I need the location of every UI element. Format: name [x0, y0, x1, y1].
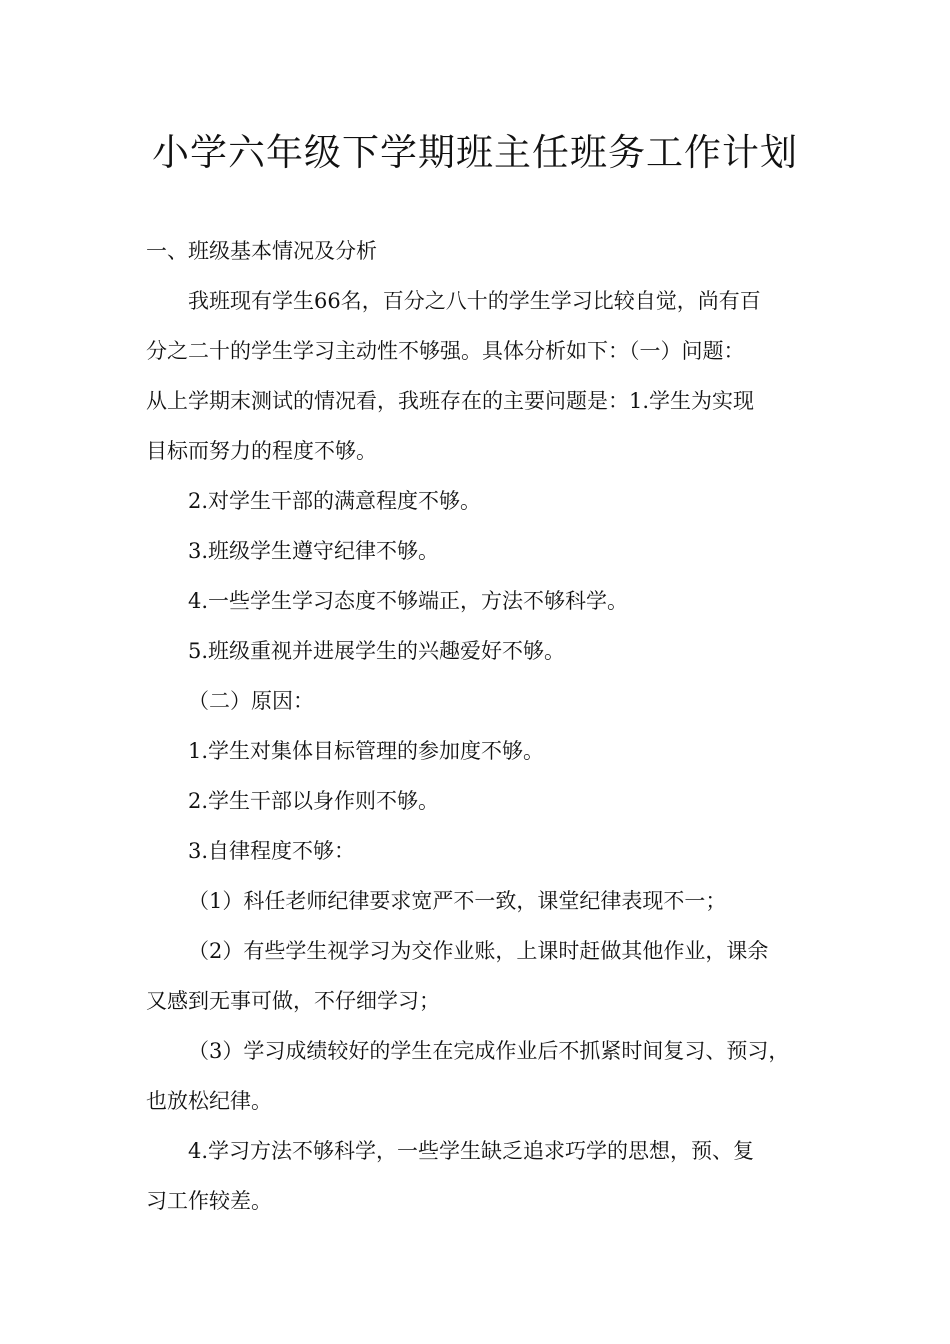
paragraph-line: 分之二十的学生学习主动性不够强。具体分析如下：（一）问题：	[146, 339, 745, 363]
paragraph-line: （1）科任老师纪律要求宽严不一致，课堂纪律表现不一；	[188, 889, 727, 913]
paragraph-line: （3）学习成绩较好的学生在完成作业后不抓紧时间复习、预习，	[188, 1039, 790, 1063]
paragraph-line: （2）有些学生视学习为交作业账，上课时赶做其他作业，课余	[188, 939, 769, 963]
paragraph-line: 目标而努力的程度不够。	[146, 439, 377, 463]
list-item: 2.学生干部以身作则不够。	[188, 789, 440, 813]
list-item: 4.一些学生学习态度不够端正，方法不够科学。	[188, 589, 629, 613]
page-title: 小学六年级下学期班主任班务工作计划	[152, 131, 798, 174]
reason-item-4	[146, 1126, 810, 1226]
reasons-list	[146, 726, 810, 876]
section-heading	[146, 226, 810, 276]
paragraph-line: 从上学期末测试的情况看，我班存在的主要问题是：1.学生为实现	[146, 389, 755, 413]
reasons-heading	[146, 676, 810, 726]
list-item: 2.对学生干部的满意程度不够。	[188, 489, 482, 513]
paragraph-line: 我班现有学生66名，百分之八十的学生学习比较自觉，尚有百	[188, 289, 761, 313]
list-item: 1.学生对集体目标管理的参加度不够。	[188, 739, 545, 763]
sub-item-2	[146, 926, 810, 1026]
section-heading-text: 一、班级基本情况及分析	[146, 239, 377, 263]
list-item: 3.自律程度不够：	[188, 839, 356, 863]
list-item: 5.班级重视并进展学生的兴趣爱好不够。	[188, 639, 566, 663]
list-item: 3.班级学生遵守纪律不够。	[188, 539, 440, 563]
paragraph-line: 也放松纪律。	[146, 1089, 272, 1113]
sub-item-1	[146, 876, 810, 926]
paragraph-class-overview	[146, 276, 810, 476]
reasons-heading-text: （二）原因：	[188, 689, 314, 713]
paragraph-line: 习工作较差。	[146, 1189, 272, 1213]
paragraph-line: 又感到无事可做，不仔细学习；	[146, 989, 440, 1013]
paragraph-line: 4.学习方法不够科学，一些学生缺乏追求巧学的思想，预、复	[188, 1139, 755, 1163]
problems-list	[146, 476, 810, 676]
sub-item-3	[146, 1026, 810, 1126]
